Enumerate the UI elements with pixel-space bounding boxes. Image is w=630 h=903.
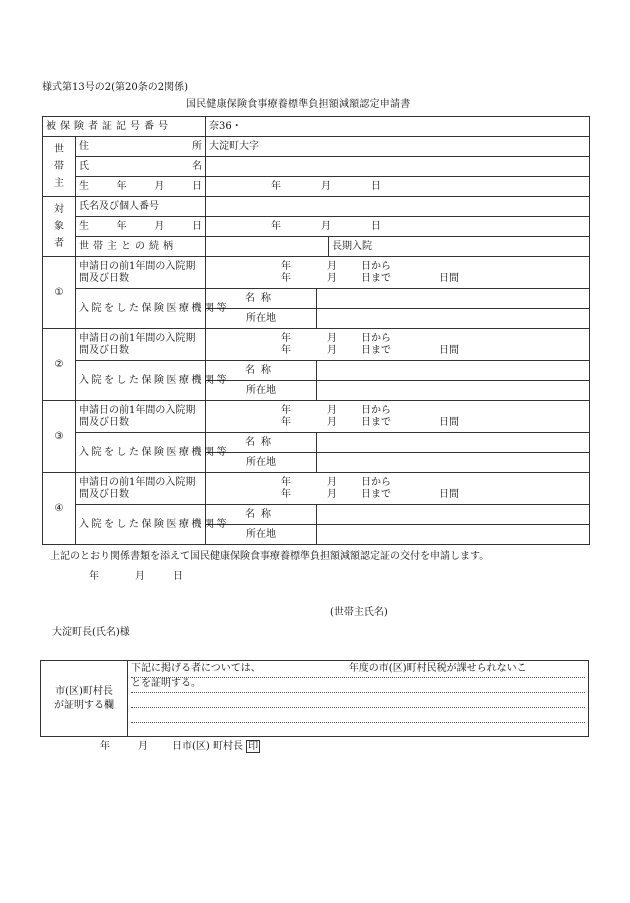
householder-birth-label: 生 年 月 日: [76, 177, 206, 197]
stay-period-field[interactable]: 年 月 日から 年 月 日まで 日間: [206, 401, 590, 433]
stay-period-field[interactable]: 年 月 日から 年 月 日まで 日間: [206, 257, 590, 289]
certification-table: [40, 660, 589, 737]
subject-name-id-label: 氏名及び個人番号: [76, 197, 206, 217]
facility-name-field[interactable]: [317, 433, 590, 453]
facility-label: 入院をした保険医療機関等: [76, 505, 206, 545]
facility-location-label: 所在地: [206, 309, 317, 329]
stay-period-label: 申請日の前1年間の入院期間及び日数: [76, 401, 206, 433]
householder-name-field[interactable]: [206, 157, 590, 177]
relation-label: 世帯主との続柄: [76, 237, 206, 257]
insured-number-label: 被保険者証記号番号: [43, 117, 206, 137]
facility-name-label: 名称: [206, 289, 317, 309]
facility-label: 入院をした保険医療機関等: [76, 433, 206, 473]
facility-label: 入院をした保険医療機関等: [76, 289, 206, 329]
facility-label: 入院をした保険医療機関等: [76, 361, 206, 401]
entry-marker: ①: [43, 257, 76, 329]
householder-name-caption: (世帯主氏名): [330, 607, 388, 618]
application-date[interactable]: 年 月 日: [89, 571, 183, 582]
subject-birth-field[interactable]: 年 月 日: [206, 217, 590, 237]
stay-period-label: 申請日の前1年間の入院期間及び日数: [76, 329, 206, 361]
relation-field[interactable]: [206, 237, 329, 257]
subject-birth-label: 生 年 月 日: [76, 217, 206, 237]
form-code: 様式第13号の2(第20条の2関係): [42, 82, 188, 93]
facility-location-field[interactable]: [317, 309, 590, 329]
address-label: 住 所: [76, 137, 206, 157]
insured-number-field[interactable]: 奈36・: [206, 117, 590, 137]
long-stay-label: 長期入院: [329, 237, 590, 257]
facility-location-field[interactable]: [317, 381, 590, 401]
seal-mark: 印: [248, 741, 259, 752]
householder-name-label: 氏 名: [76, 157, 206, 177]
householder-label: 世帯主: [43, 137, 76, 197]
addressee: 大淀町長(氏名)様: [52, 627, 130, 638]
certification-date[interactable]: 年 月 日市(区) 町村長 印: [100, 741, 259, 752]
facility-name-field[interactable]: [317, 361, 590, 381]
certification-label: 市(区)町村長 が証明する欄: [41, 661, 128, 737]
facility-name-label: 名称: [206, 433, 317, 453]
entry-marker: ③: [43, 401, 76, 473]
facility-location-field[interactable]: [317, 453, 590, 473]
facility-location-label: 所在地: [206, 453, 317, 473]
stay-period-field[interactable]: 年 月 日から 年 月 日まで 日間: [206, 329, 590, 361]
facility-name-label: 名称: [206, 505, 317, 525]
entry-marker: ②: [43, 329, 76, 401]
application-table: [42, 116, 590, 545]
stay-period-label: 申請日の前1年間の入院期間及び日数: [76, 257, 206, 289]
declaration-text: 上記のとおり関係書類を添えて国民健康保険食事療養標準負担額減額認定証の交付を申請します。: [50, 551, 490, 562]
facility-name-label: 名称: [206, 361, 317, 381]
subject-name-id-field[interactable]: [206, 197, 590, 217]
facility-location-field[interactable]: [317, 525, 590, 545]
facility-location-label: 所在地: [206, 381, 317, 401]
householder-birth-field[interactable]: 年 月 日: [206, 177, 590, 197]
entry-marker: ④: [43, 473, 76, 545]
stay-period-field[interactable]: 年 月 日から 年 月 日まで 日間: [206, 473, 590, 505]
facility-location-label: 所在地: [206, 525, 317, 545]
facility-name-field[interactable]: [317, 505, 590, 525]
stay-period-label: 申請日の前1年間の入院期間及び日数: [76, 473, 206, 505]
facility-name-field[interactable]: [317, 289, 590, 309]
certification-body[interactable]: 下記に掲げる者については、 年度の市(区)町村民税が課せられないこ とを証明する。: [128, 661, 589, 737]
subject-label: 対象者: [43, 197, 76, 257]
form-title: 国民健康保険食事療養標準負担額減額認定申請書: [186, 99, 411, 110]
address-field[interactable]: 大淀町大字: [206, 137, 590, 157]
